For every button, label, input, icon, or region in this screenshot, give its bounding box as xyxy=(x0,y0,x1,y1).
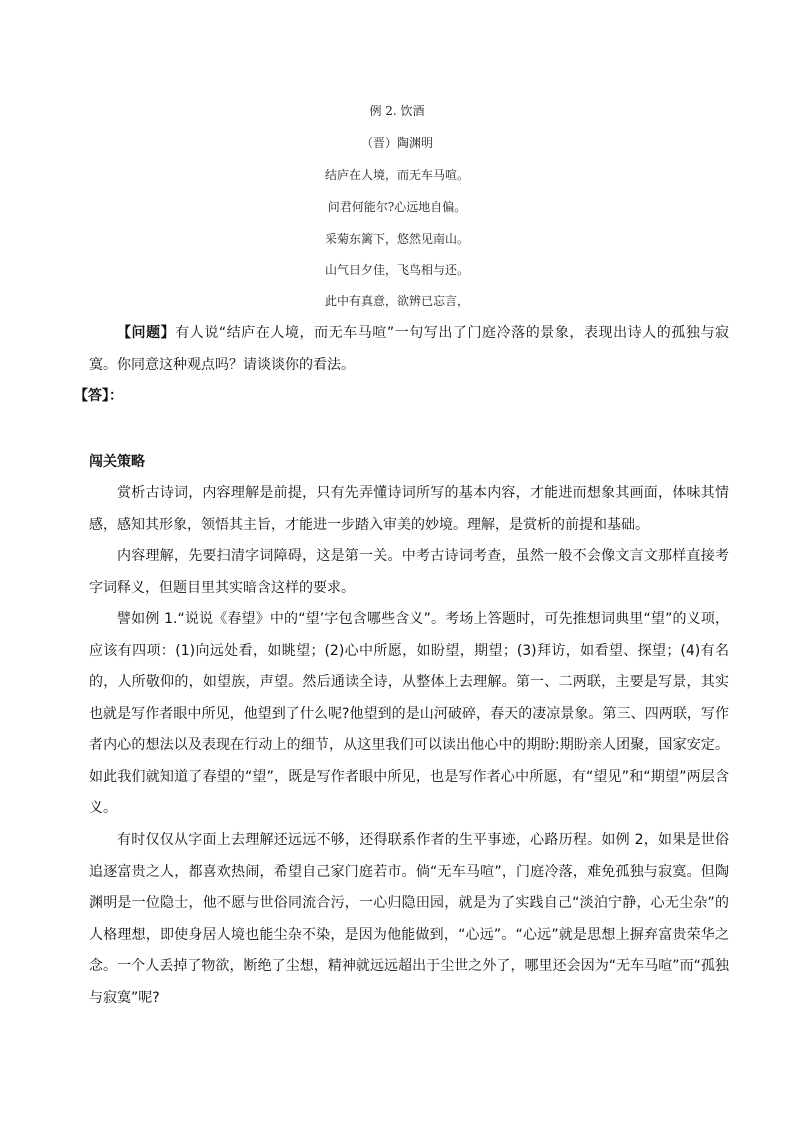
body-paragraph: 譬如例 1.“说说《春望》中的“望’字包含哪些含义”。考场上答题时，可先推想词典里“望”的义项，应该有四项：(1)向远处看，如眺望；(2)心中所愿，如盼望，期望；(3)拜访，如看望、探望；(4)有名的，人所敬仰的，如望族，声望。然后通读全诗，从整体上去理解。第一、二两联，主要是写景，其实也就是写作者眼中所见，他望到了什么呢?他望到的是山河破碎，春天的凄凉景象。第三、四两联，写作者内心的想法以及表现在行动上的细节，从这里我们可以读出他心中的期盼:期盼亲人团聚，国家安定。如此我们就知道了春望的“望”，既是写作者眼中所见，也是写作者心中所愿，有“望见”和“期望”两层含义。 xyxy=(89,611,729,816)
body-paragraph: 内容理解，先要扫清字词障碍，这是第一关。中考古诗词考查，虽然一般不会像文言文那样直接考字词释义，但题目里其实暗含这样的要求。 xyxy=(89,548,729,596)
question-label: 【问题】 xyxy=(117,325,176,341)
poem-title: 例 2. 饮酒 xyxy=(369,104,425,118)
poem-line: 问君何能尔?心远地自偏。 xyxy=(327,200,467,214)
poem-line: 采菊东篱下，悠然见南山。 xyxy=(324,232,469,246)
answer-label: 【答】： xyxy=(74,388,123,404)
poem-line: 结庐在人境，而无车马喧。 xyxy=(324,168,469,182)
body-paragraph: 赏析古诗词，内容理解是前提，只有先弄懂诗词所写的基本内容，才能进而想象其画面，体味其情感，感知其形象，领悟其主旨，才能进一步踏入审美的妙境。理解，是赏析的前提和基础。 xyxy=(89,485,729,533)
poem-line: 山气日夕佳，飞鸟相与还。 xyxy=(324,263,469,277)
body-paragraph: 有时仅仅从字面上去理解还远远不够，还得联系作者的生平事迹，心路历程。如例 2，如果是世俗追逐富贵之人，都喜欢热闹，希望自己家门庭若市。倘“无车马喧”，门庭冷落，难免孤独与寂寞。但陶渊明是一位隐士，他不愿与世俗同流合污，一心归隐田园，就是为了实践自己“淡泊宁静，心无尘杂”的人格理想，即使身居人境也能尘杂不染，是因为他能做到，“心远”。“心远”就是思想上摒弃富贵荣华之念。一个人丢掉了物欲，断绝了尘想，精神就远远超出于尘世之外了，哪里还会因为“无车马喧”而“孤独与寂寞”呢? xyxy=(89,832,729,1006)
poem-line: 此中有真意，欲辨已忘言， xyxy=(324,294,469,308)
poem-author: （晋）陶渊明 xyxy=(360,136,433,150)
section-heading: 闯关策略 xyxy=(89,454,145,470)
question-text: 有人说“结庐在人境，而无车马喧”一句写出了门庭冷落的景象，表现出诗人的孤独与寂寞。你同意这种观点吗？请谈谈你的看法。 xyxy=(89,325,730,373)
question-paragraph xyxy=(89,318,729,381)
